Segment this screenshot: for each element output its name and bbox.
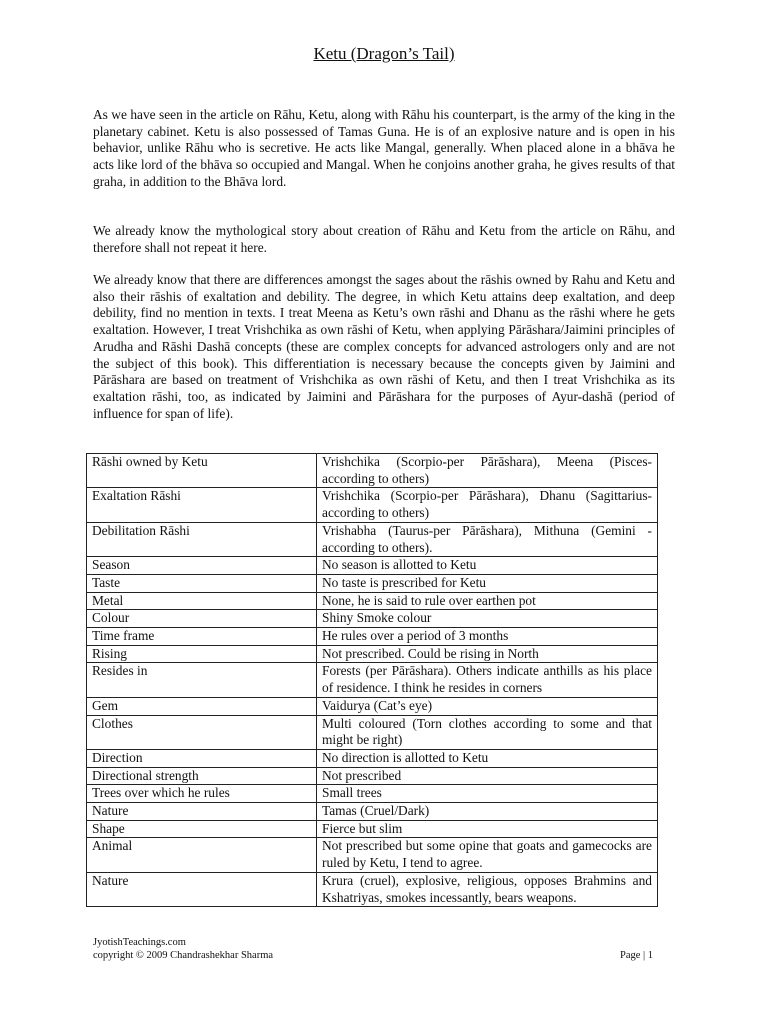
attribute-name: Nature bbox=[87, 872, 317, 906]
footer-copyright: copyright © 2009 Chandrashekhar Sharma bbox=[93, 949, 274, 961]
attribute-value: None, he is said to rule over earthen pot bbox=[317, 592, 658, 610]
page-title: Ketu (Dragon’s Tail) bbox=[313, 44, 455, 63]
table-row bbox=[87, 592, 658, 610]
attribute-name: Rising bbox=[87, 645, 317, 663]
table-row bbox=[87, 872, 658, 906]
attribute-value: Not prescribed but some opine that goats and gamecocks are ruled by Ketu, I tend to agree. bbox=[317, 838, 658, 872]
attribute-value: Vaidurya (Cat’s eye) bbox=[317, 697, 658, 715]
attribute-value: Small trees bbox=[317, 785, 658, 803]
attribute-value: Vrishchika (Scorpio-per Pārāshara), Dhanu (Sagittarius-according to others) bbox=[317, 488, 658, 522]
attribute-value: Not prescribed bbox=[317, 767, 658, 785]
table-row bbox=[87, 785, 658, 803]
paragraph-rashis: We already know that there are differences amongst the sages about the rāshis owned by Rahu and Ketu and also their rāshis of exaltation and debility. The degree, in which Ketu attains deep exaltation, and deep debility, find no mention in texts. I treat Meena as Ketu’s own rāshi and Dhanu as the rāshi where he gets exaltation. However, I treat Vrishchika as own rāshi of Ketu, when applying Pārāshara/Jaimini principles of Arudha and Rāshi Dashā concepts (these are complex concepts for advanced astrologers only and are not the subject of this book). This differentiation is necessary because the concepts given by Jaimini and Pārāshara are based on treatment of Vrishchika as own rāshi of Ketu, and then I treat Vrishchika as its exaltation rāshi, too, as indicated by Jaimini and Pārāshara for the purposes of Ayur-dashā (period of influence for span of life). bbox=[93, 272, 675, 421]
attribute-value: Vrishchika (Scorpio-per Pārāshara), Meena (Pisces-according to others) bbox=[317, 454, 658, 488]
ketu-attributes-table bbox=[86, 453, 658, 907]
attribute-value: Forests (per Pārāshara). Others indicate anthills as his place of residence. I think he resides in corners bbox=[317, 663, 658, 697]
table-row bbox=[87, 803, 658, 821]
table-row bbox=[87, 715, 658, 749]
attribute-name: Animal bbox=[87, 838, 317, 872]
table-row bbox=[87, 838, 658, 872]
attribute-name: Time frame bbox=[87, 628, 317, 646]
attribute-value: No direction is allotted to Ketu bbox=[317, 749, 658, 767]
table-row bbox=[87, 574, 658, 592]
table-row bbox=[87, 488, 658, 522]
attribute-name: Season bbox=[87, 557, 317, 575]
attribute-name: Rāshi owned by Ketu bbox=[87, 454, 317, 488]
attribute-name: Shape bbox=[87, 820, 317, 838]
attribute-name: Debilitation Rāshi bbox=[87, 522, 317, 556]
attribute-name: Colour bbox=[87, 610, 317, 628]
attribute-name: Metal bbox=[87, 592, 317, 610]
attribute-value: No taste is prescribed for Ketu bbox=[317, 574, 658, 592]
attribute-value: Krura (cruel), explosive, religious, opposes Brahmins and Kshatriyas, smokes incessantly, bears weapons. bbox=[317, 872, 658, 906]
attribute-value: Vrishabha (Taurus-per Pārāshara), Mithuna (Gemini - according to others). bbox=[317, 522, 658, 556]
footer-site: JyotishTeachings.com bbox=[93, 937, 186, 948]
attribute-name: Exaltation Rāshi bbox=[87, 488, 317, 522]
table-row bbox=[87, 767, 658, 785]
attribute-value: Tamas (Cruel/Dark) bbox=[317, 803, 658, 821]
attribute-value: Not prescribed. Could be rising in North bbox=[317, 645, 658, 663]
attribute-name: Directional strength bbox=[87, 767, 317, 785]
attribute-value: Fierce but slim bbox=[317, 820, 658, 838]
table-row bbox=[87, 454, 658, 488]
page-footer bbox=[93, 937, 653, 962]
attribute-name: Nature bbox=[87, 803, 317, 821]
attribute-name: Direction bbox=[87, 749, 317, 767]
attribute-value: Shiny Smoke colour bbox=[317, 610, 658, 628]
table-row bbox=[87, 557, 658, 575]
page-number: Page | 1 bbox=[619, 950, 653, 961]
table-row bbox=[87, 663, 658, 697]
table-row bbox=[87, 820, 658, 838]
table-row bbox=[87, 628, 658, 646]
attribute-name: Gem bbox=[87, 697, 317, 715]
table-row bbox=[87, 645, 658, 663]
table-row bbox=[87, 697, 658, 715]
attribute-value: Multi coloured (Torn clothes according to some and that might be right) bbox=[317, 715, 658, 749]
attribute-name: Resides in bbox=[87, 663, 317, 697]
attribute-name: Trees over which he rules bbox=[87, 785, 317, 803]
attribute-value: No season is allotted to Ketu bbox=[317, 557, 658, 575]
attribute-value: He rules over a period of 3 months bbox=[317, 628, 658, 646]
table-row bbox=[87, 610, 658, 628]
table-row bbox=[87, 522, 658, 556]
table-row bbox=[87, 749, 658, 767]
attribute-name: Clothes bbox=[87, 715, 317, 749]
paragraph-intro: As we have seen in the article on Rāhu, Ketu, along with Rāhu his counterpart, is the army of the king in the planetary cabinet. Ketu is also possessed of Tamas Guna. He is of an explosive nature and is open in his behavior, unlike Rāhu who is secretive. He acts like Mangal, generally. When placed alone in a bhāva he acts like lord of the bhāva so occupied and Mangal. When he conjoins another graha, he gives results of that graha, in addition to the Bhāva lord. bbox=[93, 107, 675, 189]
paragraph-mythology: We already know the mythological story about creation of Rāhu and Ketu from the article on Rāhu, and therefore shall not repeat it here. bbox=[93, 223, 675, 255]
attribute-name: Taste bbox=[87, 574, 317, 592]
